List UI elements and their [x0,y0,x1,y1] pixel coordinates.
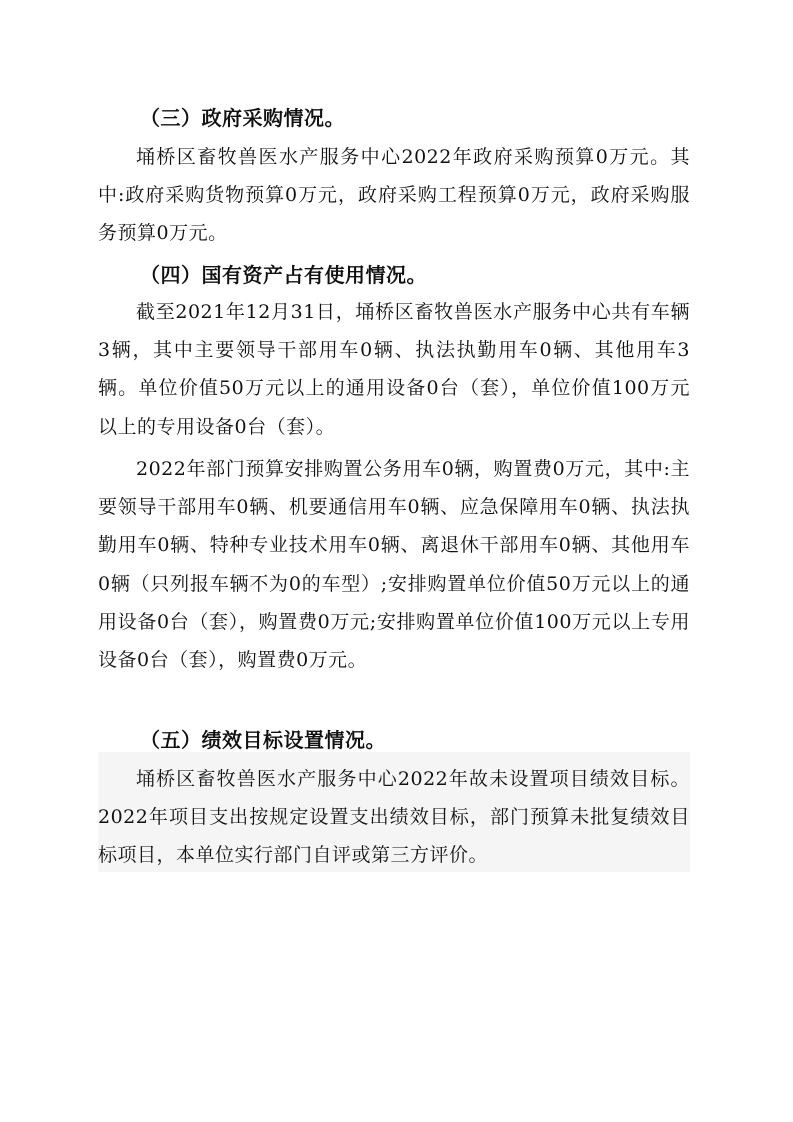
paragraph-assets-vehicles: 截至2021年12月31日，埇桥区畜牧兽医水产服务中心共有车辆3辆，其中主要领导干部用车0辆、执法执勤用车0辆、其他用车3辆。单位价值50万元以上的通用设备0台（套），单位价值100万元以上的专用设备0台（套）。 [98,301,690,438]
paragraph-procurement: 埇桥区畜牧兽医水产服务中心2022年政府采购预算0万元。其中:政府采购货物预算0万元，政府采购工程预算0万元，政府采购服务预算0万元。 [98,146,690,245]
paragraph-performance: 埇桥区畜牧兽医水产服务中心2022年故未设置项目绩效目标。2022年项目支出按规定设置支出绩效目标，部门预算未批复绩效目标项目，本单位实行部门自评或第三方评价。 [98,768,690,867]
section-heading-performance: （五）绩效目标设置情况。 [140,728,386,752]
paragraph-assets-purchase-plan: 2022年部门预算安排购置公务用车0辆，购置费0万元，其中:主要领导干部用车0辆、机要通信用车0辆、应急保障用车0辆、执法执勤用车0辆、特种专业技术用车0辆、离退休干部用车0辆、其他用车0辆（只列报车辆不为0的车型）;安排购置单位价值50万元以上的通用设备0台（套），购置费0万元;安排购置单位价值100万元以上专用设备0台（套），购置费0万元。 [98,458,690,672]
section-heading-procurement: （三）政府采购情况。 [140,106,345,130]
section-heading-assets: （四）国有资产占有使用情况。 [140,263,427,287]
